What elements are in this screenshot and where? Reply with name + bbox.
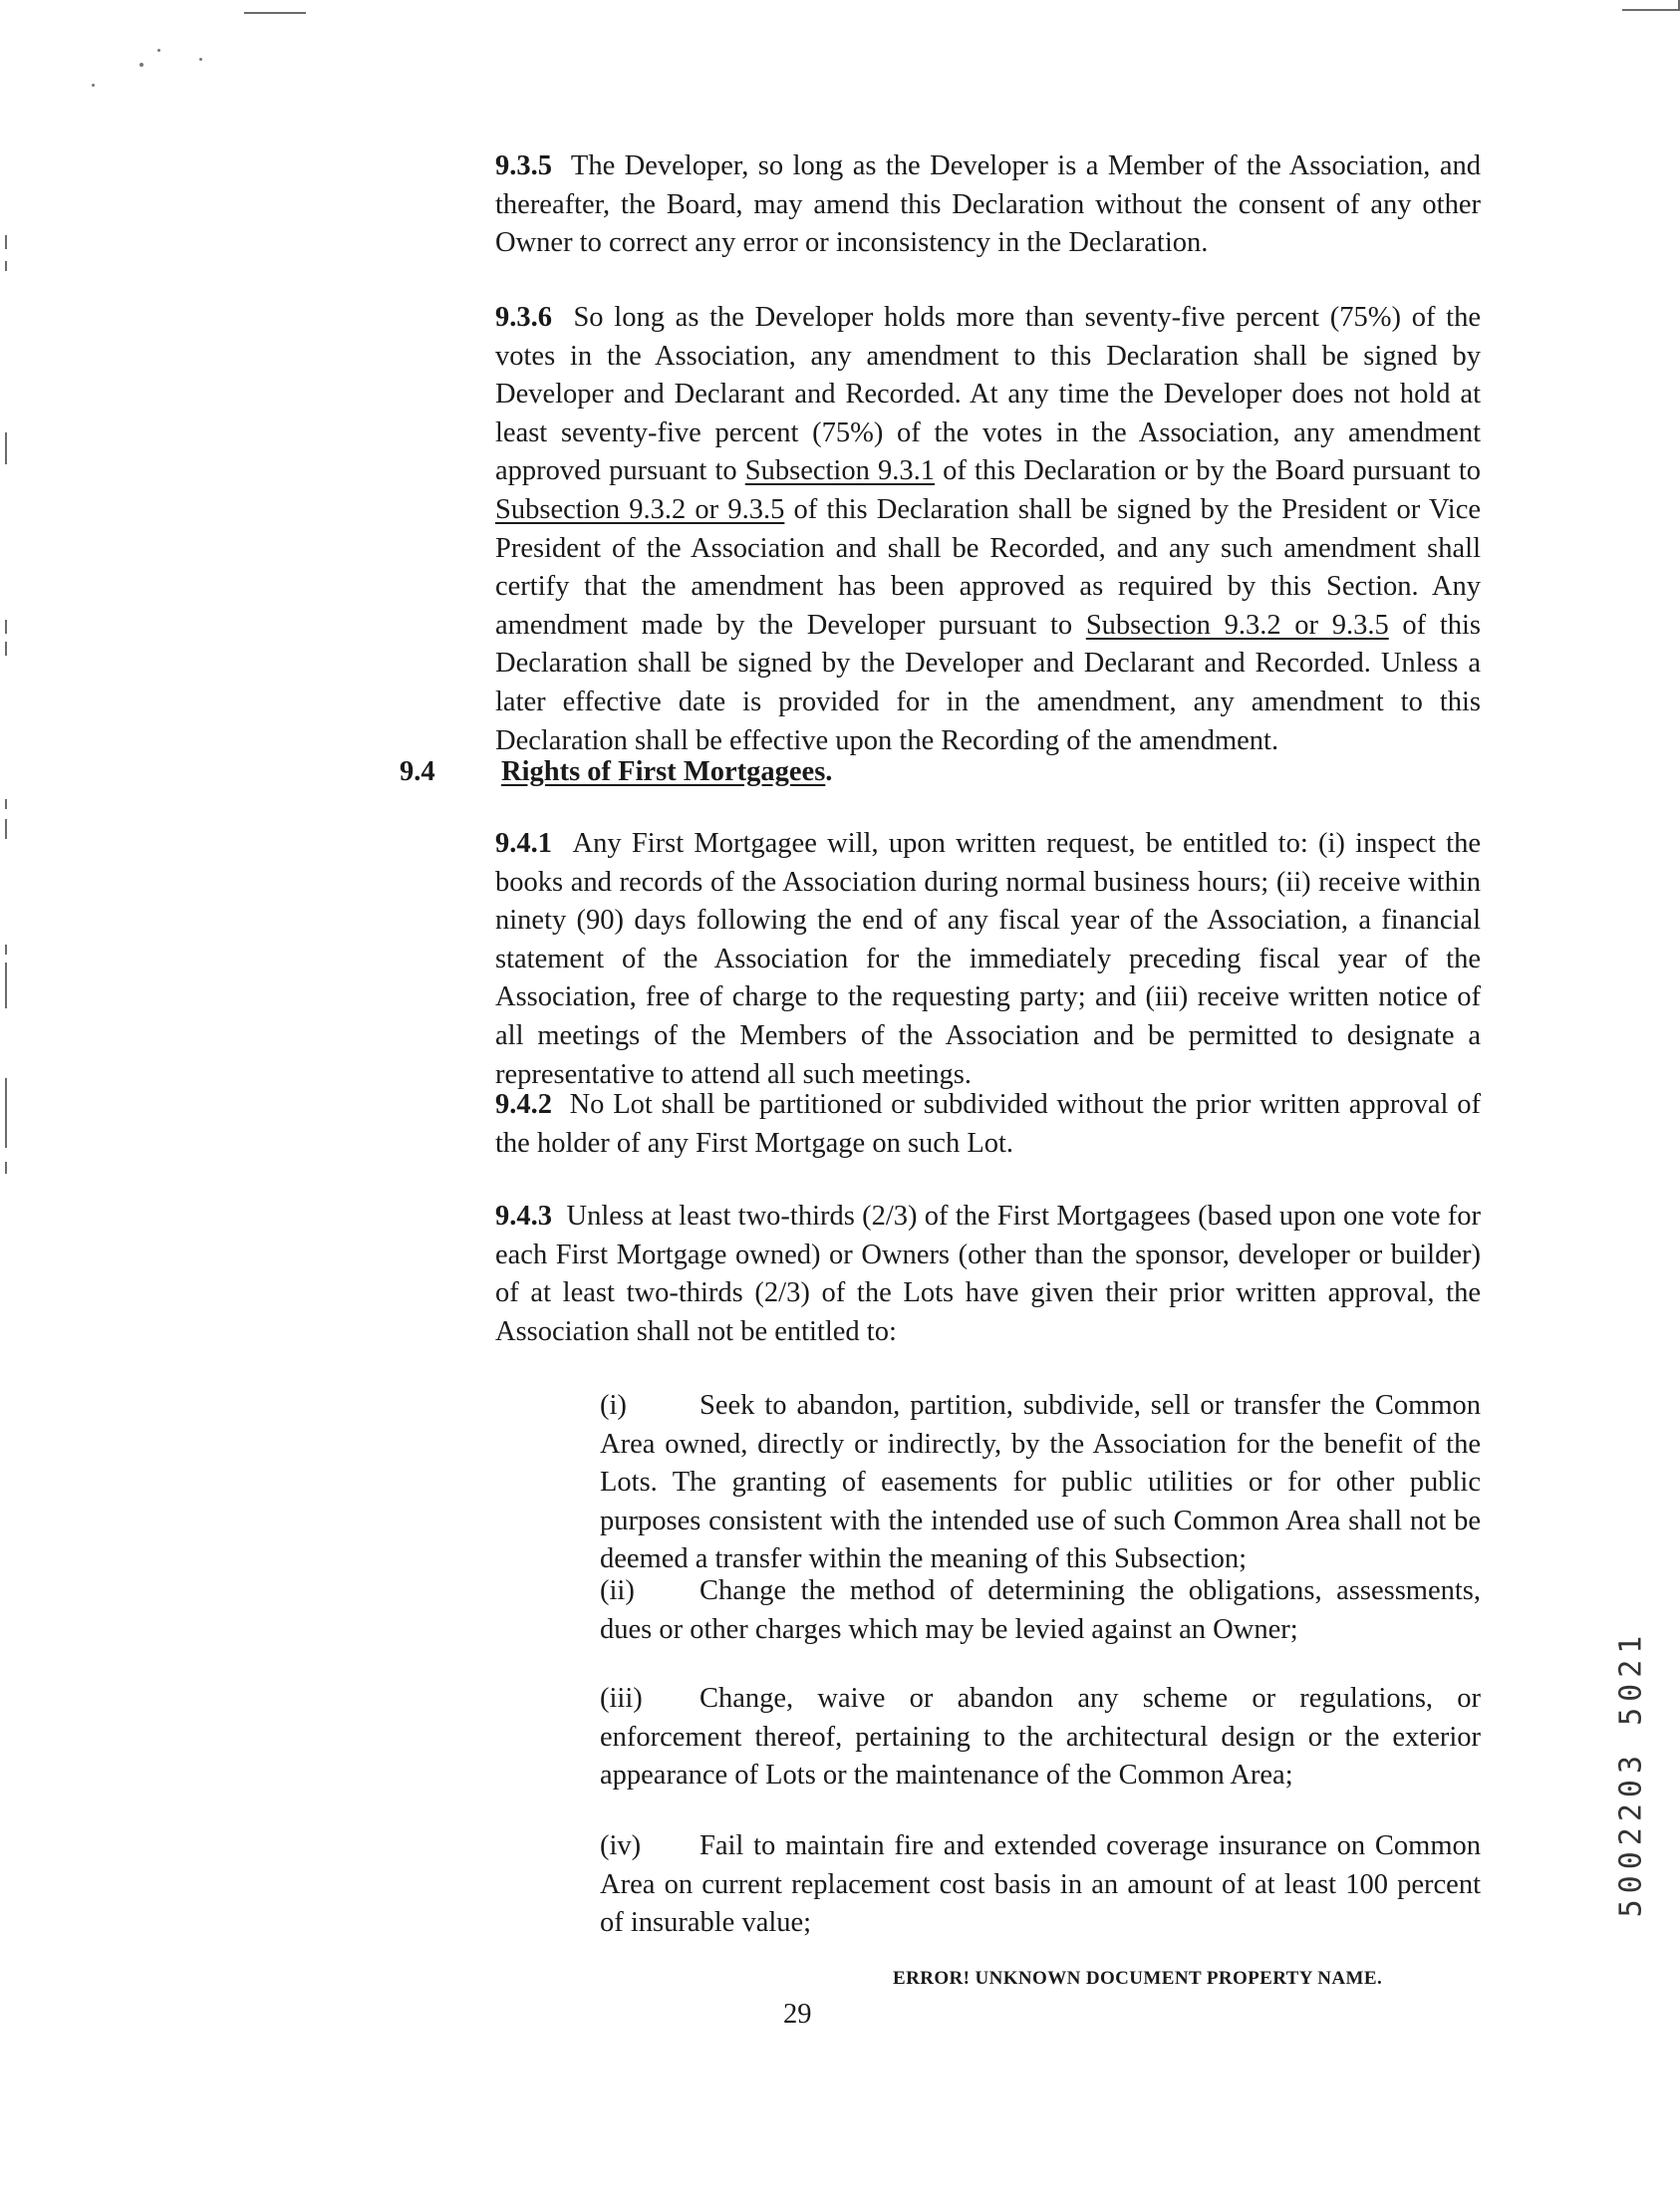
section-text-part: of this Declaration shall be signed by the Developer and Declarant and Recorded. Unless a later effective date is provided for in the amendment, any amendment to this Declaration shall be effective upon the Recording of the amendment.	[495, 609, 1481, 756]
section-number: 9.4	[400, 756, 435, 787]
recording-stamp	[1611, 1574, 1651, 1973]
section-number: 9.4.1	[495, 828, 552, 859]
section-text-part: of this Declaration shall be signed by the President or Vice President of the Association and shall be Recorded, and any such amendment shall certify that the amendment has been approved as required by this Section. Any amendment made by the Developer pursuant to	[495, 493, 1481, 641]
margin-mark	[5, 945, 7, 955]
scan-speck	[157, 49, 160, 52]
margin-mark	[5, 620, 7, 634]
section-title: Rights of First Mortgagees	[501, 756, 826, 787]
section-heading-9-4	[400, 753, 832, 792]
margin-mark	[5, 963, 7, 1008]
list-item-iv	[202, 1827, 1481, 1943]
margin-mark	[5, 1078, 7, 1148]
heading-period: .	[825, 756, 833, 787]
page-number: 29	[783, 1999, 812, 2030]
paragraph-9-4-3	[202, 1198, 1481, 1351]
subsection-reference: Subsection 9.3.2 or 9.3.5	[1085, 609, 1389, 641]
scan-speck	[140, 63, 143, 67]
subsection-reference: Subsection 9.3.1	[744, 455, 935, 487]
item-number: (iv)	[600, 1830, 642, 1861]
margin-mark	[5, 432, 7, 464]
margin-mark	[5, 642, 7, 656]
section-number: 9.4.3	[495, 1201, 552, 1232]
paragraph-9-3-5	[202, 147, 1481, 263]
item-text: Fail to maintain fire and extended coverage insurance on Common Area on current replacement cost basis in an amount of at least 100 percent of insurable value;	[600, 1830, 1481, 1939]
item-number: (ii)	[600, 1575, 635, 1606]
section-text-part: of this Declaration or by the Board pursuant to	[934, 455, 1482, 487]
margin-mark	[5, 819, 7, 839]
section-number: 9.3.5	[495, 150, 552, 181]
item-text: Change the method of determining the obligations, assessments, dues or other charges which may be levied against an Owner;	[600, 1575, 1481, 1645]
footer-error-text: ERROR! UNKNOWN DOCUMENT PROPERTY NAME.	[893, 1968, 1383, 1989]
section-text: No Lot shall be partitioned or subdivided without the prior written approval of the holder of any First Mortgage on such Lot.	[495, 1089, 1481, 1159]
section-text: The Developer, so long as the Developer is a Member of the Association, and thereafter, the Board, may amend this Declaration without the consent of any other Owner to correct any error or inconsistency in the Declaration.	[495, 150, 1482, 259]
item-text: Change, waive or abandon any scheme or regulations, or enforcement thereof, pertaining to the architectural design or the exterior appearance of Lots or the maintenance of the Common Area;	[600, 1683, 1481, 1792]
scan-speck	[92, 84, 95, 87]
list-item-i	[202, 1387, 1481, 1579]
section-number: 9.3.6	[495, 302, 552, 333]
margin-mark	[5, 1162, 7, 1174]
margin-mark	[5, 799, 7, 809]
section-text: Any First Mortgagee will, upon written request, be entitled to: (i) inspect the books and records of the Association during normal business hours; (ii) receive within ninety (90) days following the end of any fiscal year of the Association, a financial statement of the Association for the immediately preceding fiscal year of the Association, free of charge to the requesting party; and (iii) receive written notice of all meetings of the Members of the Association and be permitted to designate a representative to attend all such meetings.	[495, 828, 1481, 1090]
subsection-reference: Subsection 9.3.2 or 9.3.5	[495, 493, 785, 525]
recording-stamp-text: 5002203 5021	[1613, 1629, 1649, 1918]
paragraph-9-3-6	[202, 299, 1481, 760]
item-text: Seek to abandon, partition, subdivide, sell or transfer the Common Area owned, directly or indirectly, by the Association for the benefit of the Lots. The granting of easements for public utilities or for other public purposes consistent with the intended use of such Common Area shall not be deemed a transfer within the meaning of this Subsection;	[600, 1390, 1481, 1575]
list-item-iii	[202, 1680, 1481, 1796]
margin-mark	[5, 235, 7, 249]
section-text-part: So long as the Developer holds more than seventy-five percent (75%) of the votes in the Association, any amendment to this Declaration shall be signed by Developer and Declarant and Recorded. At any time the Developer does not hold at least seventy-five percent (75%) of the votes in the Association, any amendment approved pursuant to	[495, 302, 1482, 487]
scan-speck	[199, 58, 202, 61]
list-item-ii	[202, 1572, 1481, 1649]
section-number: 9.4.2	[495, 1089, 552, 1120]
item-number: (i)	[600, 1390, 627, 1421]
item-number: (iii)	[600, 1683, 643, 1714]
scan-artifact-top	[244, 12, 306, 14]
paragraph-9-4-2	[202, 1086, 1481, 1163]
scan-artifact-top-right	[1622, 9, 1680, 11]
paragraph-9-4-1	[202, 825, 1481, 1094]
section-text: Unless at least two-thirds (2/3) of the First Mortgagees (based upon one vote for each First Mortgage owned) or Owners (other than the sponsor, developer or builder) of at least two-thirds (2/3) of the Lots have given their prior written approval, the Association shall not be entitled to:	[495, 1201, 1481, 1347]
margin-mark	[5, 261, 7, 271]
